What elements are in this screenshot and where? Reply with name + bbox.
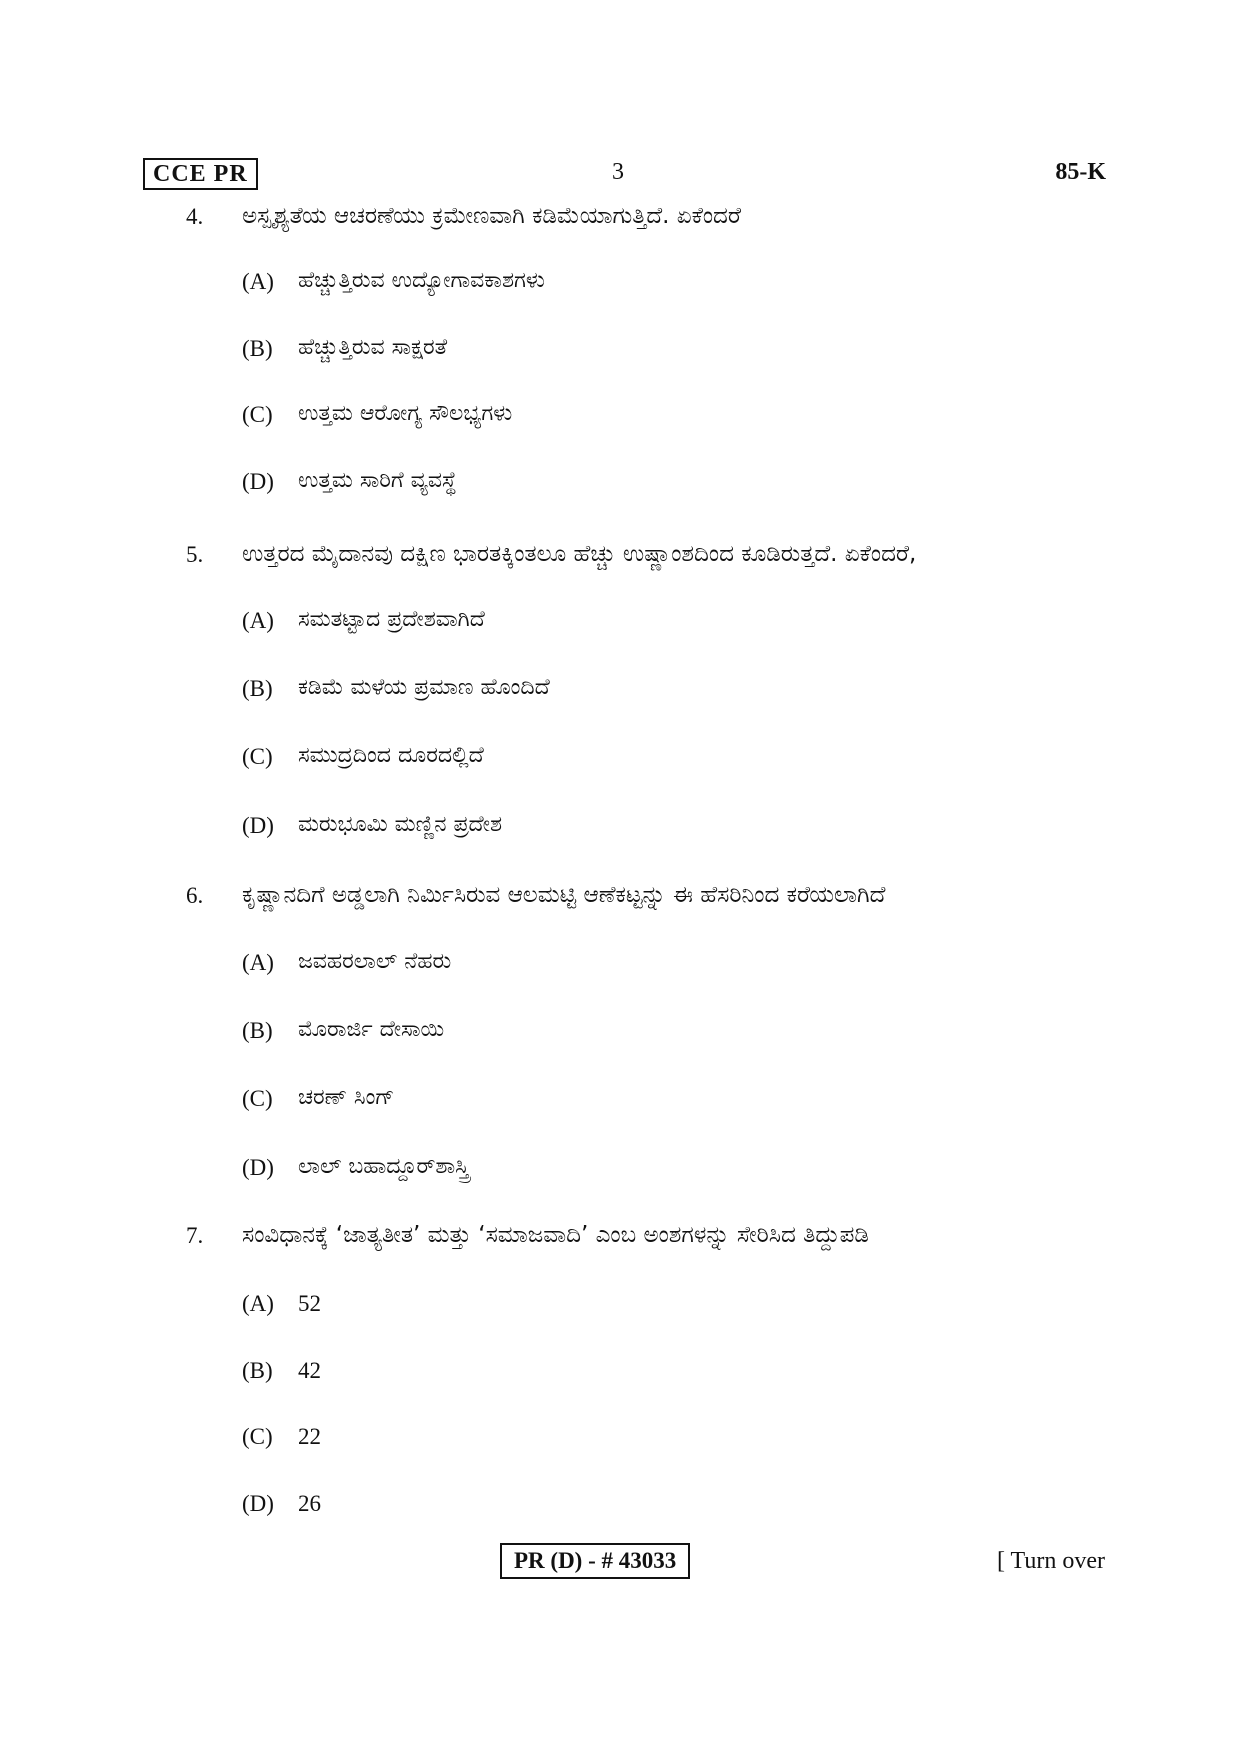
option-label: (B) bbox=[242, 1358, 273, 1383]
question-stem bbox=[0, 1217, 1238, 1257]
option-d bbox=[0, 463, 1238, 503]
option-a bbox=[0, 1285, 1238, 1325]
option-c bbox=[0, 1418, 1238, 1458]
option-d bbox=[0, 807, 1238, 847]
page-number: 3 bbox=[612, 159, 624, 185]
option-label: (C) bbox=[242, 744, 273, 769]
option-label: (D) bbox=[242, 813, 274, 838]
question-stem bbox=[0, 198, 1238, 238]
option-text: 42 bbox=[298, 1358, 321, 1383]
option-d bbox=[0, 1485, 1238, 1525]
option-b bbox=[0, 330, 1238, 370]
option-text: ಉತ್ತಮ ಆರೋಗ್ಯ ಸೌಲಭ್ಯಗಳು bbox=[298, 401, 513, 426]
question-number: 7. bbox=[186, 1223, 204, 1248]
option-label: (C) bbox=[242, 1424, 273, 1449]
option-label: (D) bbox=[242, 469, 274, 494]
option-label: (D) bbox=[242, 1491, 274, 1516]
option-text: ಕಡಿಮೆ ಮಳೆಯ ಪ್ರಮಾಣ ಹೊಂದಿದೆ bbox=[298, 675, 550, 700]
question-text: ಅಸ್ಪೃಶ್ಯತೆಯ ಆಚರಣೆಯು ಕ್ರಮೇಣವಾಗಿ ಕಡಿಮೆಯಾಗುತ್ತಿದೆ. ಏಕೆಂದರೆ bbox=[242, 203, 741, 229]
option-text: ಜವಹರಲಾಲ್ ನೆಹರು bbox=[298, 949, 452, 974]
option-a bbox=[0, 602, 1238, 642]
option-b bbox=[0, 1012, 1238, 1052]
option-label: (A) bbox=[242, 269, 274, 294]
option-text: ಮರುಭೂಮಿ ಮಣ್ಣಿನ ಪ್ರದೇಶ bbox=[298, 812, 503, 837]
option-label: (C) bbox=[242, 402, 273, 427]
option-label: (B) bbox=[242, 1018, 273, 1043]
option-label: (A) bbox=[242, 950, 274, 975]
header-left-code: CCE PR bbox=[143, 158, 258, 190]
question-text: ಉತ್ತರದ ಮೈದಾನವು ದಕ್ಷಿಣ ಭಾರತಕ್ಕಿಂತಲೂ ಹೆಚ್ಚು ಉಷ್ಣಾಂಶದಿಂದ ಕೂಡಿರುತ್ತದೆ. ಏಕೆಂದರೆ, bbox=[242, 541, 917, 567]
option-c bbox=[0, 1080, 1238, 1120]
option-text: 22 bbox=[298, 1424, 321, 1449]
option-a bbox=[0, 263, 1238, 303]
option-c bbox=[0, 738, 1238, 778]
question-stem bbox=[0, 536, 1238, 576]
option-d bbox=[0, 1149, 1238, 1189]
option-text: 52 bbox=[298, 1291, 321, 1316]
question-number: 4. bbox=[186, 204, 204, 229]
option-b bbox=[0, 670, 1238, 710]
question-number: 5. bbox=[186, 542, 204, 567]
option-text: ಹೆಚ್ಚುತ್ತಿರುವ ಉದ್ಯೋಗಾವಕಾಶಗಳು bbox=[298, 268, 545, 293]
option-label: (C) bbox=[242, 1086, 273, 1111]
option-text: ಸಮುದ್ರದಿಂದ ದೂರದಲ್ಲಿದೆ bbox=[298, 743, 484, 768]
option-label: (B) bbox=[242, 676, 273, 701]
option-label: (B) bbox=[242, 336, 273, 361]
question-text: ಸಂವಿಧಾನಕ್ಕೆ ‘ಜಾತ್ಯತೀತ’ ಮತ್ತು ‘ಸಮಾಜವಾದಿ’ ಎಂಬ ಅಂಶಗಳನ್ನು ಸೇರಿಸಿದ ತಿದ್ದುಪಡಿ bbox=[242, 1222, 869, 1248]
option-text: ಉತ್ತಮ ಸಾರಿಗೆ ವ್ಯವಸ್ಥೆ bbox=[298, 468, 457, 493]
header-right-code: 85-K bbox=[1055, 159, 1106, 185]
question-stem bbox=[0, 877, 1238, 917]
option-label: (D) bbox=[242, 1155, 274, 1180]
option-text: 26 bbox=[298, 1491, 321, 1516]
option-text: ಸಮತಟ್ಟಾದ ಪ್ರದೇಶವಾಗಿದೆ bbox=[298, 607, 485, 632]
option-text: ಚರಣ್ ಸಿಂಗ್ bbox=[298, 1085, 395, 1110]
option-b bbox=[0, 1352, 1238, 1392]
option-label: (A) bbox=[242, 1291, 274, 1316]
option-a bbox=[0, 944, 1238, 984]
option-label: (A) bbox=[242, 608, 274, 633]
question-number: 6. bbox=[186, 883, 204, 908]
option-text: ಲಾಲ್ ಬಹಾದ್ದೂರ್‌ಶಾಸ್ತ್ರಿ bbox=[298, 1154, 470, 1179]
footer-paper-code: PR (D) - # 43033 bbox=[500, 1543, 690, 1579]
option-text: ಹೆಚ್ಚುತ್ತಿರುವ ಸಾಕ್ಷರತೆ bbox=[298, 335, 448, 360]
question-text: ಕೃಷ್ಣಾನದಿಗೆ ಅಡ್ಡಲಾಗಿ ನಿರ್ಮಿಸಿರುವ ಆಲಮಟ್ಟಿ ಆಣೆಕಟ್ಟನ್ನು ಈ ಹೆಸರಿನಿಂದ ಕರೆಯಲಾಗಿದೆ bbox=[242, 882, 886, 908]
option-text: ಮೊರಾರ್ಜಿ ದೇಸಾಯಿ bbox=[298, 1017, 445, 1042]
turn-over-note: [ Turn over bbox=[996, 1548, 1105, 1574]
option-c bbox=[0, 396, 1238, 436]
